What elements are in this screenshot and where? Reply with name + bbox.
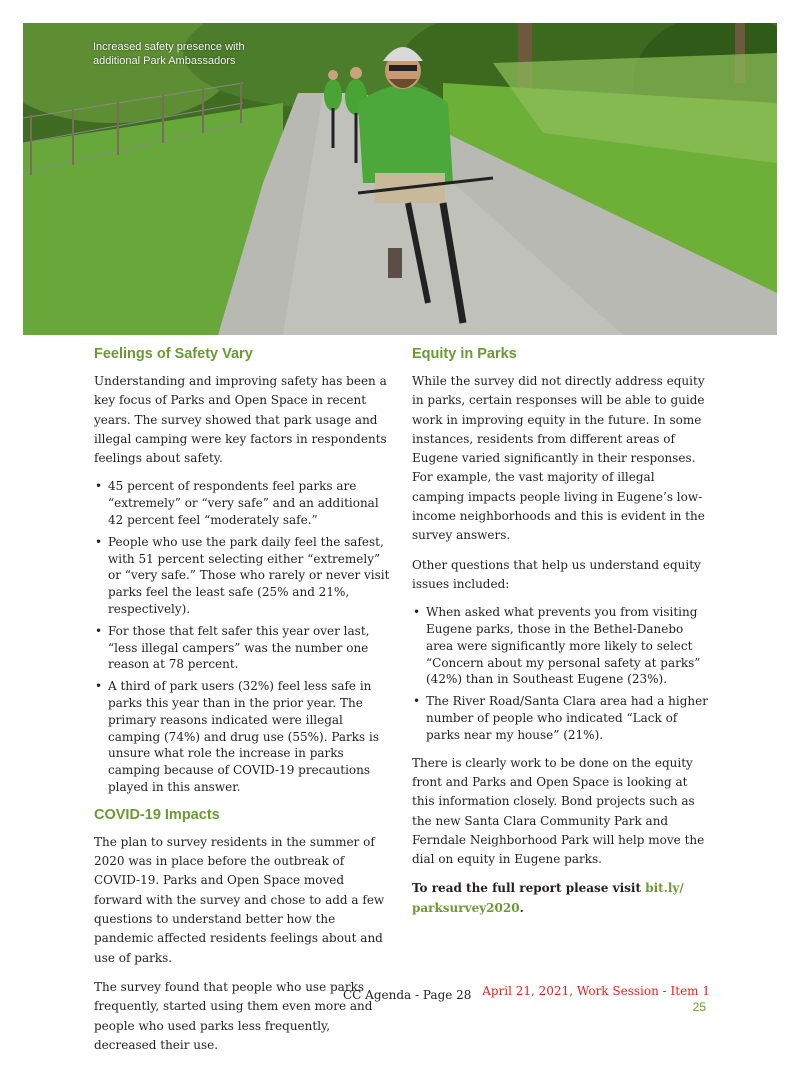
safety-intro: Understanding and improving safety has been a key focus of Parks and Open Space in recent years. The survey showed that park usage and illegal camping were key factors in respondents feelings about safety. (94, 374, 387, 466)
cta-end: . (519, 900, 524, 915)
covid-paragraph-1: The plan to survey residents in the summer of 2020 was in place before the outbreak of COVID-19. Parks and Open Space moved forward with the survey and chose to add a few questions to understand better how the pandemic affected residents feelings about and use of parks. (94, 834, 385, 965)
left-column (94, 345, 390, 1065)
list-item: • When asked what prevents you from visiting Eugene parks, those in the Bethel-Danebo area were significantly more likely to select “Concern about my personal safety at parks” (42%) than in Southeast Eugene (23%). (426, 604, 708, 688)
equity-paragraph-1: While the survey did not directly address equity in parks, certain responses will be able to guide work in improving equity in the future. In some instances, residents from different areas of Eugene varied significantly in their responses. For example, the vast majority of illegal camping impacts people living in Eugene’s low-income neighborhoods and this is evident in the survey answers. (412, 374, 705, 543)
list-item: • 45 percent of respondents feel parks are “extremely” or “very safe” and an additional 42 percent feel “moderately safe.” (108, 478, 390, 528)
equity-heading: Equity in Parks (412, 346, 517, 362)
cta-text: To read the full report please visit (412, 881, 646, 896)
safety-heading: Feelings of Safety Vary (94, 346, 253, 362)
agenda-page-label: CC Agenda - Page 28 (343, 988, 472, 1002)
list-item: • The River Road/Santa Clara area had a higher number of people who indicated “Lack of parks near my house” (21%). (426, 693, 708, 743)
cyclists-illustration (23, 23, 777, 335)
equity-bullet-list (412, 604, 708, 743)
photo-caption: Increased safety presence with additional Park Ambassadors (93, 41, 245, 67)
work-session-label: April 21, 2021, Work Session - Item 1 (482, 984, 710, 998)
covid-heading: COVID-19 Impacts (94, 806, 220, 823)
report-link[interactable]: bit.ly/ parksurvey2020 (412, 881, 684, 915)
list-item: • People who use the park daily feel the safest, with 51 percent selecting either “extremely” or “very safe.” Those who rarely or never visit parks feel the least safe (25% and 21%, respectively). (108, 534, 390, 618)
safety-bullet-list (94, 478, 390, 795)
list-item: • A third of park users (32%) feel less safe in parks this year than in the prior year. The primary reasons indicated were illegal camping (74%) and drug use (55%). Parks is unsure what role the increase in parks camping because of COVID-19 precautions played in this answer. (108, 678, 390, 796)
hero-photo (23, 23, 777, 335)
equity-paragraph-3: There is clearly work to be done on the equity front and Parks and Open Space is looking at this information closely. Bond projects such as the new Santa Clara Community Park and Ferndale Neighborhood Park will help move the dial on equity in Eugene parks. (412, 755, 705, 867)
report-call-to-action (412, 879, 708, 918)
covid-paragraph-2: The survey found that people who use parks frequently, started using them even more and people who used parks less frequently, decreased their use. (94, 979, 373, 1052)
page-number: 25 (692, 1000, 706, 1014)
equity-paragraph-2: Other questions that help us understand equity issues included: (412, 557, 701, 591)
list-item: • For those that felt safer this year over last, “less illegal campers” was the number one reason at 78 percent. (108, 623, 390, 673)
right-column (412, 345, 708, 928)
